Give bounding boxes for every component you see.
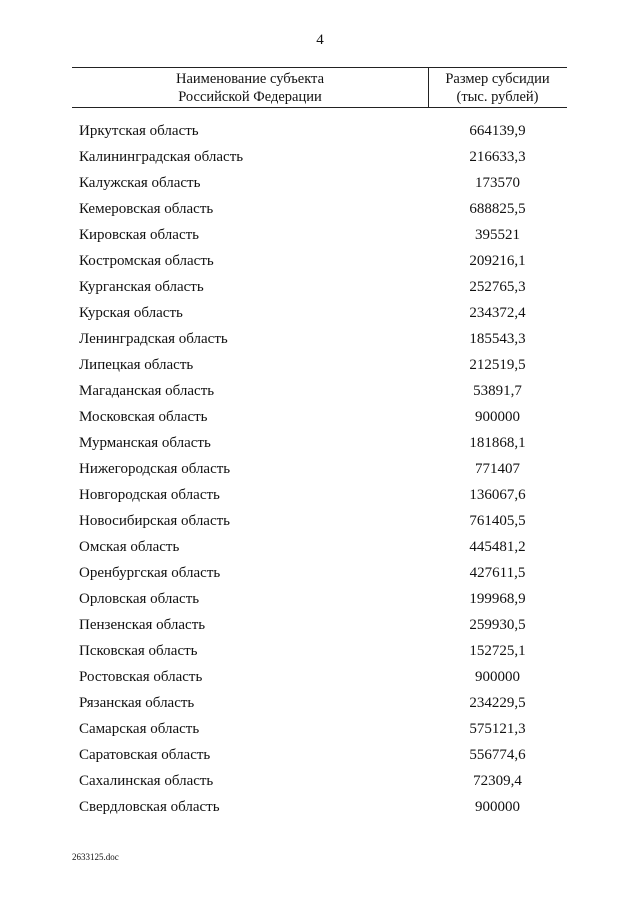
subsidy-amount: 152725,1 — [469, 643, 526, 659]
table-row — [0, 170, 640, 196]
table-row — [0, 352, 640, 378]
subsidy-amount: 185543,3 — [469, 331, 526, 347]
table-row — [0, 326, 640, 352]
column-header-amount-line1: Размер субсидии — [445, 71, 550, 87]
table-row — [0, 118, 640, 144]
table-row — [0, 300, 640, 326]
column-header-amount — [428, 70, 567, 106]
subsidy-amount: 173570 — [475, 175, 520, 191]
region-name: Саратовская область — [79, 747, 211, 763]
region-name: Новгородская область — [79, 487, 220, 503]
region-name: Нижегородская область — [79, 461, 231, 477]
table-row — [0, 196, 640, 222]
subsidy-amount: 252765,3 — [469, 279, 526, 295]
subsidy-amount: 259930,5 — [469, 617, 526, 633]
region-name: Иркутская область — [79, 123, 199, 139]
table-row — [0, 664, 640, 690]
table-row — [0, 586, 640, 612]
subsidy-amount: 664139,9 — [469, 123, 526, 139]
table-row — [0, 638, 640, 664]
region-name: Пензенская область — [79, 617, 206, 633]
subsidy-amount: 395521 — [475, 227, 520, 243]
subsidy-amount: 900000 — [475, 799, 520, 815]
table-row — [0, 274, 640, 300]
region-name: Оренбургская область — [79, 565, 221, 581]
region-name: Липецкая область — [79, 357, 194, 373]
region-name: Самарская область — [79, 721, 200, 737]
region-name: Кемеровская область — [79, 201, 214, 217]
subsidy-amount: 761405,5 — [469, 513, 526, 529]
table-row — [0, 768, 640, 794]
region-name: Новосибирская область — [79, 513, 231, 529]
table-row — [0, 482, 640, 508]
subsidy-amount: 575121,3 — [469, 721, 526, 737]
subsidy-amount: 136067,6 — [469, 487, 526, 503]
column-header-region-line1: Наименование субъекта — [175, 71, 325, 87]
table-body — [0, 118, 640, 820]
region-name: Ленинградская область — [79, 331, 228, 347]
subsidy-amount: 556774,6 — [469, 747, 526, 763]
table-row — [0, 456, 640, 482]
table-row — [0, 508, 640, 534]
table-row — [0, 742, 640, 768]
subsidy-amount: 209216,1 — [469, 253, 526, 269]
subsidy-amount: 199968,9 — [469, 591, 526, 607]
region-name: Курская область — [79, 305, 183, 321]
page-number: 4 — [316, 32, 324, 48]
column-header-region — [72, 70, 428, 106]
subsidy-amount: 72309,4 — [473, 773, 522, 789]
region-name: Калужская область — [79, 175, 201, 191]
table-row — [0, 248, 640, 274]
table-row — [0, 716, 640, 742]
subsidy-amount: 234229,5 — [469, 695, 526, 711]
column-header-region-line2: Российской Федерации — [178, 89, 322, 105]
table-row — [0, 378, 640, 404]
subsidy-amount: 53891,7 — [473, 383, 522, 399]
subsidy-amount: 212519,5 — [469, 357, 526, 373]
region-name: Московская область — [79, 409, 208, 425]
subsidy-amount: 688825,5 — [469, 201, 526, 217]
subsidy-amount: 234372,4 — [469, 305, 526, 321]
region-name: Свердловская область — [79, 799, 220, 815]
subsidy-amount: 216633,3 — [469, 149, 526, 165]
region-name: Сахалинская область — [79, 773, 214, 789]
region-name: Калининградская область — [79, 149, 244, 165]
table-row — [0, 794, 640, 820]
region-name: Ростовская область — [79, 669, 203, 685]
subsidy-amount: 445481,2 — [469, 539, 526, 555]
subsidy-amount: 427611,5 — [469, 565, 526, 581]
subsidy-amount: 900000 — [475, 669, 520, 685]
table-row — [0, 534, 640, 560]
table-top-rule — [72, 67, 567, 68]
region-name: Кировская область — [79, 227, 200, 243]
table-row — [0, 560, 640, 586]
table-row — [0, 690, 640, 716]
region-name: Псковская область — [79, 643, 198, 659]
table-row — [0, 404, 640, 430]
document-filename: 2633125.doc — [72, 852, 119, 862]
subsidy-amount: 771407 — [475, 461, 520, 477]
region-name: Рязанская область — [79, 695, 195, 711]
table-row — [0, 430, 640, 456]
region-name: Омская область — [79, 539, 180, 555]
region-name: Курганская область — [79, 279, 204, 295]
region-name: Магаданская область — [79, 383, 215, 399]
region-name: Орловская область — [79, 591, 200, 607]
column-header-amount-line2: (тыс. рублей) — [456, 89, 539, 105]
table-header-bottom-rule — [72, 107, 567, 108]
table-row — [0, 144, 640, 170]
subsidy-amount: 900000 — [475, 409, 520, 425]
subsidy-amount: 181868,1 — [469, 435, 526, 451]
region-name: Костромская область — [79, 253, 214, 269]
table-row — [0, 222, 640, 248]
region-name: Мурманская область — [79, 435, 211, 451]
table-row — [0, 612, 640, 638]
